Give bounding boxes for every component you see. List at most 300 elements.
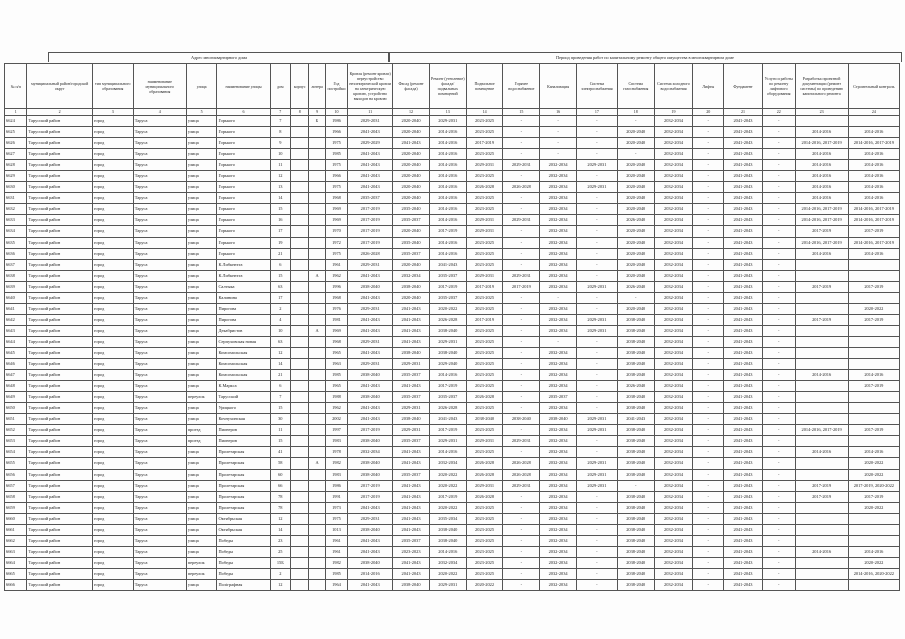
table-cell: - <box>503 336 540 347</box>
table-cell: - <box>762 336 795 347</box>
table-cell: Пролетарская <box>217 447 270 458</box>
table-cell: 2032-2034 <box>540 579 577 590</box>
table-cell: 10 <box>270 149 290 160</box>
column-header: улица <box>186 64 217 109</box>
table-cell: - <box>617 480 654 491</box>
table-cell: 2041-2043 <box>429 414 466 425</box>
table-cell: улица <box>186 314 217 325</box>
table-cell: 2020-2040 <box>617 182 654 193</box>
table-cell: 2041-2043 <box>724 160 763 171</box>
table-cell: - <box>693 458 724 469</box>
table-cell: - <box>576 237 617 248</box>
table-cell: 1961 <box>325 546 347 557</box>
table-cell: город <box>92 149 133 160</box>
table-cell: 2041-2043 <box>724 546 763 557</box>
table-cell: город <box>92 436 133 447</box>
table-cell: 2032-2034 <box>654 226 693 237</box>
table-cell: 2041-2043 <box>724 436 763 447</box>
table-cell: Таруса <box>133 513 186 524</box>
table-cell: 2032-2034 <box>540 325 577 336</box>
table-cell: - <box>576 215 617 226</box>
table-cell: - <box>693 568 724 579</box>
table-cell: Таруса <box>133 149 186 160</box>
table-cell: 2041-2043 <box>393 325 430 336</box>
table-cell: 6657 <box>5 480 27 491</box>
table-cell: Таруса <box>133 270 186 281</box>
table-row <box>5 127 900 138</box>
table-cell: 2017-2019 <box>466 314 503 325</box>
table-cell: Тарусский район <box>27 281 92 292</box>
column-number: 23 <box>795 109 848 116</box>
column-header: Подвальное помещение <box>466 64 503 109</box>
table-cell <box>309 579 325 590</box>
table-cell: Пролетарская <box>217 480 270 491</box>
table-cell <box>291 347 309 358</box>
table-cell: 2038-2040 <box>617 458 654 469</box>
table-cell: 2014-2016, 2017-2019 <box>848 204 899 215</box>
table-row <box>5 557 900 568</box>
table-cell: 2020-2022 <box>848 502 899 513</box>
table-cell: - <box>693 436 724 447</box>
table-cell: 2014-2016 <box>429 237 466 248</box>
table-cell: 6663 <box>5 546 27 557</box>
table-cell: улица <box>186 524 217 535</box>
table-cell: Тарусский район <box>27 292 92 303</box>
table-cell: 2014-2016 <box>848 160 899 171</box>
table-cell: Тарусский район <box>27 237 92 248</box>
table-cell: Таруса <box>133 480 186 491</box>
table-cell: 2032-2034 <box>654 436 693 447</box>
table-cell: 2029-2031 <box>429 336 466 347</box>
table-cell: 2020-2022 <box>466 579 503 590</box>
table-cell: 2041-2043 <box>724 359 763 370</box>
table-cell: 2017-2019 <box>848 314 899 325</box>
table-cell: - <box>503 491 540 502</box>
table-cell: Горького <box>217 226 270 237</box>
table-cell: 2035-2040 <box>393 204 430 215</box>
table-cell <box>309 248 325 259</box>
table-cell <box>291 270 309 281</box>
column-number: 21 <box>724 109 763 116</box>
table-cell: 2023-2025 <box>466 237 503 248</box>
table-cell: 2038-2040 <box>348 436 393 447</box>
table-cell: Победы <box>217 557 270 568</box>
table-cell: Тарусский район <box>27 248 92 259</box>
table-cell: - <box>693 370 724 381</box>
table-cell <box>795 469 848 480</box>
column-number: 24 <box>848 109 899 116</box>
table-row <box>5 248 900 259</box>
table-cell: 2032-2034 <box>654 171 693 182</box>
table-cell: 2026-2028 <box>466 392 503 403</box>
table-cell <box>291 414 309 425</box>
table-cell: 2023-2025 <box>466 325 503 336</box>
table-cell: 2032-2034 <box>540 568 577 579</box>
table-cell: 2041-2043 <box>393 524 430 535</box>
table-cell: город <box>92 292 133 303</box>
table-cell: 1978 <box>325 447 347 458</box>
table-cell: 1985 <box>325 149 347 160</box>
table-cell: Таруса <box>133 303 186 314</box>
table-cell: 1966 <box>325 127 347 138</box>
table-cell: 6630 <box>5 182 27 193</box>
table-cell: - <box>576 149 617 160</box>
table-cell: 6650 <box>5 403 27 414</box>
table-cell: 1962 <box>325 270 347 281</box>
table-cell: 2038-2040 <box>393 579 430 590</box>
table-cell: Таруса <box>133 557 186 568</box>
table-cell: 2032-2034 <box>654 381 693 392</box>
table-cell: Таруса <box>133 259 186 270</box>
table-cell: 2023-2025 <box>466 149 503 160</box>
table-cell: город <box>92 182 133 193</box>
table-cell: - <box>762 579 795 590</box>
table-cell: Тарусский район <box>27 458 92 469</box>
table-cell: 2032-2034 <box>654 347 693 358</box>
table-cell: Таруса <box>133 502 186 513</box>
table-cell: К.Либкнехта <box>217 270 270 281</box>
column-number: 11 <box>348 109 393 116</box>
table-cell <box>848 359 899 370</box>
table-cell: город <box>92 325 133 336</box>
table-cell: 2032-2034 <box>429 458 466 469</box>
table-cell: 2035-2037 <box>393 215 430 226</box>
table-cell: - <box>503 248 540 259</box>
table-cell: Тарусский район <box>27 425 92 436</box>
table-cell: - <box>503 359 540 370</box>
table-cell: город <box>92 447 133 458</box>
table-cell: 2032-2034 <box>654 568 693 579</box>
table-cell: Таруса <box>133 469 186 480</box>
table-row <box>5 226 900 237</box>
table-cell: 1961 <box>325 535 347 546</box>
table-cell <box>309 557 325 568</box>
table-cell: 6629 <box>5 171 27 182</box>
table-cell: - <box>576 370 617 381</box>
table-cell: - <box>693 535 724 546</box>
table-cell: 2032-2034 <box>540 458 577 469</box>
table-cell: 2032-2034 <box>540 270 577 281</box>
table-cell: 2038-2040 <box>617 524 654 535</box>
column-number: 12 <box>393 109 430 116</box>
column-number-row <box>5 109 900 116</box>
table-cell: 2023-2025 <box>466 303 503 314</box>
table-cell: улица <box>186 193 217 204</box>
table-cell: 2032-2034 <box>540 436 577 447</box>
table-cell: - <box>693 138 724 149</box>
table-cell: 2041-2043 <box>348 381 393 392</box>
table-cell: 58 <box>270 458 290 469</box>
table-cell: 6639 <box>5 281 27 292</box>
table-cell: - <box>576 248 617 259</box>
table-cell: 2020-2040 <box>393 259 430 270</box>
table-cell: 2032-2034 <box>654 403 693 414</box>
table-cell: - <box>693 314 724 325</box>
table-cell: улица <box>186 480 217 491</box>
table-cell: - <box>576 226 617 237</box>
table-row <box>5 292 900 303</box>
table-row <box>5 303 900 314</box>
table-cell: - <box>503 226 540 237</box>
table-cell: 2041-2043 <box>724 568 763 579</box>
table-cell: Тарусский район <box>27 303 92 314</box>
table-cell: Победы <box>217 535 270 546</box>
table-cell: - <box>576 513 617 524</box>
table-cell <box>309 171 325 182</box>
table-cell: 78 <box>270 491 290 502</box>
table-cell: 1966 <box>325 171 347 182</box>
table-cell <box>309 237 325 248</box>
table-cell: город <box>92 215 133 226</box>
table-cell: 2032-2034 <box>654 281 693 292</box>
table-cell: 2026-2028 <box>429 403 466 414</box>
table-cell: Тарусский район <box>27 568 92 579</box>
table-cell: 2032-2034 <box>654 579 693 590</box>
table-cell: 2032-2034 <box>540 491 577 502</box>
table-cell: 6628 <box>5 160 27 171</box>
table-cell <box>795 392 848 403</box>
table-cell: 2017-2019 <box>429 425 466 436</box>
table-cell: - <box>576 204 617 215</box>
table-cell: К.Маркса <box>217 381 270 392</box>
table-cell <box>291 502 309 513</box>
table-row <box>5 259 900 270</box>
table-cell: - <box>576 138 617 149</box>
table-cell: 2032-2034 <box>654 292 693 303</box>
table-cell: - <box>617 116 654 127</box>
table-cell: 2038-2040 <box>617 579 654 590</box>
table-cell: 2041-2043 <box>724 557 763 568</box>
table-cell: 2020-2040 <box>617 138 654 149</box>
table-cell: - <box>762 127 795 138</box>
table-cell: - <box>762 370 795 381</box>
table-cell: город <box>92 248 133 259</box>
table-cell <box>848 513 899 524</box>
table-cell: 60 <box>270 469 290 480</box>
table-cell: - <box>762 436 795 447</box>
table-cell: - <box>503 546 540 557</box>
table-cell: 2041-2043 <box>724 204 763 215</box>
table-cell: улица <box>186 160 217 171</box>
table-cell: город <box>92 381 133 392</box>
table-cell <box>291 370 309 381</box>
table-cell: 2032-2034 <box>540 469 577 480</box>
table-cell: - <box>693 347 724 358</box>
table-cell: 2032-2034 <box>654 546 693 557</box>
table-cell: 2035-2040 <box>393 237 430 248</box>
table-cell: 25 <box>270 546 290 557</box>
table-cell: 2041-2043 <box>348 414 393 425</box>
table-cell: 2023-2025 <box>466 359 503 370</box>
table-cell: 2032-2034 <box>654 237 693 248</box>
table-cell: 2014-2016 <box>429 149 466 160</box>
table-cell: 2038-2040 <box>617 469 654 480</box>
table-cell <box>795 347 848 358</box>
table-cell: Поліграфная <box>217 579 270 590</box>
table-cell: 2023-2025 <box>466 370 503 381</box>
table-cell: - <box>576 535 617 546</box>
table-cell: 2020-2040 <box>393 226 430 237</box>
table-cell: улица <box>186 226 217 237</box>
table-cell: 2041-2043 <box>348 535 393 546</box>
table-cell: 2038-2040 <box>466 414 503 425</box>
table-cell: 2029-2031 <box>503 436 540 447</box>
table-cell: - <box>503 535 540 546</box>
table-cell: 2032-2034 <box>654 370 693 381</box>
table-cell <box>795 524 848 535</box>
column-number: 14 <box>466 109 503 116</box>
table-cell <box>291 182 309 193</box>
table-cell: - <box>762 292 795 303</box>
table-cell: 13 <box>270 182 290 193</box>
table-cell: - <box>540 116 577 127</box>
table-cell: - <box>693 281 724 292</box>
table-cell: Таруса <box>133 160 186 171</box>
table-cell <box>291 314 309 325</box>
table-cell: - <box>503 259 540 270</box>
table-cell <box>848 579 899 590</box>
table-cell: - <box>693 469 724 480</box>
table-cell: улица <box>186 215 217 226</box>
table-cell: - <box>503 447 540 458</box>
table-cell: 2023-2025 <box>466 127 503 138</box>
table-cell: Тарусский район <box>27 579 92 590</box>
table-cell: 6664 <box>5 557 27 568</box>
table-cell: Таруса <box>133 171 186 182</box>
table-cell: Комсомольская <box>217 347 270 358</box>
table-cell: 2023-2025 <box>466 171 503 182</box>
table-cell: Кочнухинская <box>217 414 270 425</box>
table-cell <box>309 414 325 425</box>
table-cell: - <box>693 303 724 314</box>
table-cell: 2023-2025 <box>466 292 503 303</box>
table-cell: Салтыка <box>217 281 270 292</box>
table-cell: 2032-2034 <box>654 480 693 491</box>
table-cell: 2041-2043 <box>724 458 763 469</box>
table-cell: - <box>693 226 724 237</box>
table-cell: 2017-2019 <box>348 237 393 248</box>
table-cell: - <box>693 336 724 347</box>
table-cell: 2017-2019 <box>348 215 393 226</box>
column-header-row <box>5 64 900 109</box>
table-cell: 14 <box>270 193 290 204</box>
table-cell: 2020-2040 <box>617 127 654 138</box>
table-cell: 2029-2031 <box>576 425 617 436</box>
table-cell <box>309 469 325 480</box>
table-cell <box>309 149 325 160</box>
table-cell: 2 <box>270 303 290 314</box>
table-cell: - <box>540 127 577 138</box>
table-cell: 2020-2040 <box>617 193 654 204</box>
table-cell: Тарусский район <box>27 491 92 502</box>
table-cell: 7 <box>270 392 290 403</box>
table-cell: 2020-2022 <box>429 480 466 491</box>
table-row <box>5 513 900 524</box>
table-cell: 2041-2043 <box>724 248 763 259</box>
table-cell <box>309 524 325 535</box>
table-cell: - <box>693 513 724 524</box>
column-number: 1 <box>5 109 27 116</box>
table-cell: 2032-2034 <box>654 182 693 193</box>
table-cell: 2041-2043 <box>724 215 763 226</box>
table-cell: 2020-2022 <box>429 303 466 314</box>
table-cell: - <box>503 292 540 303</box>
table-cell: 2038-2040 <box>393 347 430 358</box>
table-cell: 2014-2016 <box>795 171 848 182</box>
table-cell: Тарусский район <box>27 403 92 414</box>
table-row <box>5 138 900 149</box>
table-cell: 6627 <box>5 149 27 160</box>
table-cell: 2020-2040 <box>393 127 430 138</box>
table-cell: Пролетарская <box>217 491 270 502</box>
table-cell: 6660 <box>5 513 27 524</box>
table-cell: - <box>503 325 540 336</box>
table-cell <box>795 336 848 347</box>
table-cell: 2029-2031 <box>576 314 617 325</box>
table-cell: 1972 <box>325 237 347 248</box>
table-cell: 2032-2034 <box>654 458 693 469</box>
table-cell: город <box>92 270 133 281</box>
table-cell: Таруса <box>133 336 186 347</box>
table-cell: 12 <box>270 579 290 590</box>
table-cell: город <box>92 237 133 248</box>
table-cell <box>309 182 325 193</box>
table-cell: - <box>762 193 795 204</box>
table-row <box>5 491 900 502</box>
table-cell: 6643 <box>5 325 27 336</box>
table-cell: проезд <box>186 425 217 436</box>
table-cell: город <box>92 359 133 370</box>
table-cell: 2041-2043 <box>348 502 393 513</box>
table-cell: 2017-2019 <box>848 491 899 502</box>
table-cell: 2014-2016, 2017-2019 <box>795 425 848 436</box>
table-cell: 2041-2043 <box>724 116 763 127</box>
table-cell: 1988 <box>325 392 347 403</box>
table-cell: 2029-2031 <box>348 513 393 524</box>
table-cell: 2029-2040 <box>429 359 466 370</box>
table-cell: Победы <box>217 568 270 579</box>
table-cell: 6649 <box>5 392 27 403</box>
table-cell: 2041-2043 <box>348 149 393 160</box>
table-cell: 2038-2040 <box>617 535 654 546</box>
table-cell: 2014-2016 <box>848 193 899 204</box>
table-cell <box>309 226 325 237</box>
table-cell: 2041-2043 <box>393 303 430 314</box>
table-cell: 78 <box>270 502 290 513</box>
table-cell: 1981 <box>325 314 347 325</box>
table-cell: Таруса <box>133 579 186 590</box>
table-cell: 2038-2040 <box>617 336 654 347</box>
table-cell <box>309 535 325 546</box>
table-cell <box>291 392 309 403</box>
table-cell: 2014-2016 <box>795 248 848 259</box>
table-cell: - <box>762 248 795 259</box>
table-cell: 2023-2025 <box>466 425 503 436</box>
table-cell: 2032-2034 <box>540 524 577 535</box>
table-cell: 2041-2043 <box>724 270 763 281</box>
table-cell <box>291 480 309 491</box>
table-cell <box>291 138 309 149</box>
table-cell: 2032-2034 <box>654 502 693 513</box>
table-cell: - <box>503 370 540 381</box>
table-cell: 6635 <box>5 237 27 248</box>
table-cell: - <box>762 381 795 392</box>
table-cell: 2038-2040 <box>617 425 654 436</box>
table-cell: 2017-2019 <box>503 281 540 292</box>
table-cell: 2014-2016 <box>795 182 848 193</box>
table-cell: 11 <box>270 425 290 436</box>
table-cell: 2038-2040 <box>617 370 654 381</box>
